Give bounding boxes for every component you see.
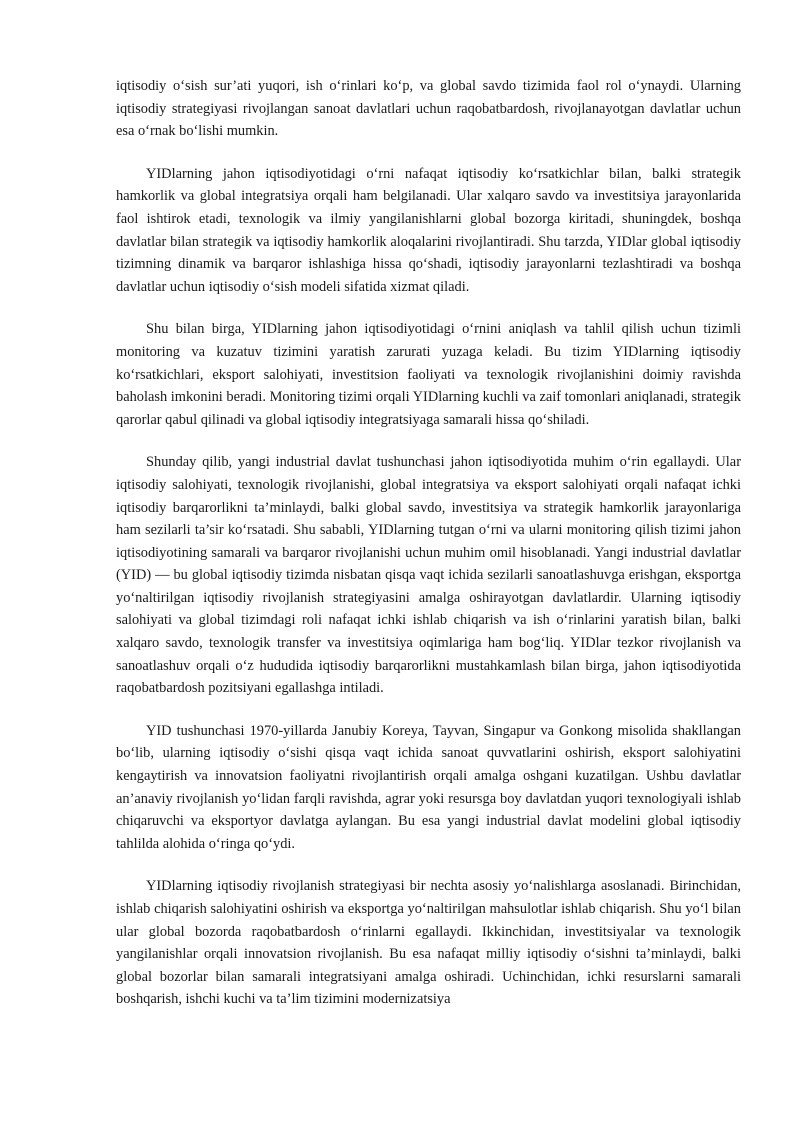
paragraph-5: YID tushunchasi 1970-yillarda Janubiy Koreya, Tayvan, Singapur va Gonkong misolida shakllangan bo‘lib, ularning iqtisodiy o‘sishi qisqa vaqt ichida sanoat quvvatlarini oshirish, eksport salohiyatini kengaytirish va innovatsion faoliyatni rivojlantirish orqali amalga oshgani kuzatilgan. Ushbu davlatlar an’anaviy rivojlanish yo‘lidan farqli ravishda, agrar yoki resursga boy davlatdan yuqori texnologiyali ishlab chiqaruvchi va eksportyor davlatga aylangan. Bu esa yangi industrial davlat modelini global iqtisodiy tahlilda alohida o‘ringa qo‘ydi.	[116, 722, 741, 852]
document-page	[116, 75, 741, 1031]
paragraph-6: YIDlarning iqtisodiy rivojlanish strategiyasi bir nechta asosiy yo‘nalishlarga asoslanadi. Birinchidan, ishlab chiqarish salohiyatini oshirish va eksportga yo‘naltirilgan mahsulotlar ishlab chiqarish. Shu yo‘l bilan ular global bozorda raqobatbardosh o‘rinlarni egallaydi. Ikkinchidan, investitsiyalar va texnologik yangilanishlar orqali innovatsion rivojlanish. Bu esa nafaqat milliy iqtisodiy o‘sishni ta’minlaydi, balki global bozorlar bilan samarali integratsiyani amalga oshiradi. Uchinchidan, ichki resurslarni samarali boshqarish, ishchi kuchi va ta’lim tizimini modernizatsiya	[116, 878, 741, 1008]
paragraph-2: YIDlarning jahon iqtisodiyotidagi o‘rni nafaqat iqtisodiy ko‘rsatkichlar bilan, balki strategik hamkorlik va global integratsiya orqali ham belgilanadi. Ular xalqaro savdo va investitsiya jarayonlarida faol ishtirok etadi, texnologik va ilmiy yangilanishlarni global bozorga kiritadi, shuningdek, boshqa davlatlar bilan strategik va iqtisodiy hamkorlik aloqalarini rivojlantiradi. Shu tarzda, YIDlar global iqtisodiy tizimning dinamik va barqaror ishlashiga hissa qo‘shadi, iqtisodiy jarayonlarni tezlashtiradi va boshqa davlatlar uchun iqtisodiy o‘sish modeli sifatida xizmat qiladi.	[116, 165, 741, 295]
paragraph-3: Shu bilan birga, YIDlarning jahon iqtisodiyotidagi o‘rnini aniqlash va tahlil qilish uchun tizimli monitoring va kuzatuv tizimini yaratish zarurati yuzaga keladi. Bu tizim YIDlarning iqtisodiy ko‘rsatkichlari, eksport salohiyati, investitsion faoliyati va texnologik rivojlanishini doimiy ravishda baholash imkonini beradi. Monitoring tizimi orqali YIDlarning kuchli va zaif tomonlari aniqlanadi, strategik qarorlar qabul qilinadi va global iqtisodiy integratsiyaga samarali hissa qo‘shiladi.	[116, 321, 741, 428]
paragraph-4: Shunday qilib, yangi industrial davlat tushunchasi jahon iqtisodiyotida muhim o‘rin egallaydi. Ular iqtisodiy salohiyati, texnologik rivojlanishi, global integratsiya va eksport salohiyati orqali nafaqat ichki iqtisodiy barqarorlikni ta’minlaydi, balki global savdo, investitsiya va strategik hamkorlik jarayonlariga ham sezilarli ta’sir ko‘rsatadi. Shu sababli, YIDlarning tutgan o‘rni va ularni monitoring qilish tizimi jahon iqtisodiyotining samarali va barqaror rivojlanishi uchun muhim omil hisoblanadi. Yangi industrial davlatlar (YID) — bu global iqtisodiy tizimda nisbatan qisqa vaqt ichida sezilarli sanoatlashuvga erishgan, eksportga yo‘naltirilgan iqtisodiy rivojlanish strategiyasini amalga oshirayotgan davlatlardir. Ularning iqtisodiy salohiyati va global tizimdagi roli nafaqat ichki ishlab chiqarish va ish o‘rinlarini yaratish bilan, balki xalqaro savdo, texnologik transfer va investitsiya oqimlariga ham bog‘liq. YIDlar tezkor rivojlanish va sanoatlashuv orqali o‘z hududida iqtisodiy barqarorlikni mustahkamlash bilan birga, jahon iqtisodiyotida raqobatbardosh pozitsiyani egallashga intiladi.	[116, 454, 741, 697]
paragraph-1: iqtisodiy o‘sish sur’ati yuqori, ish o‘rinlari ko‘p, va global savdo tizimida faol rol o‘ynaydi. Ularning iqtisodiy strategiyasi rivojlangan sanoat davlatlari uchun raqobatbardosh, rivojlanayotgan davlatlar uchun esa o‘rnak bo‘lishi mumkin.	[116, 78, 741, 140]
